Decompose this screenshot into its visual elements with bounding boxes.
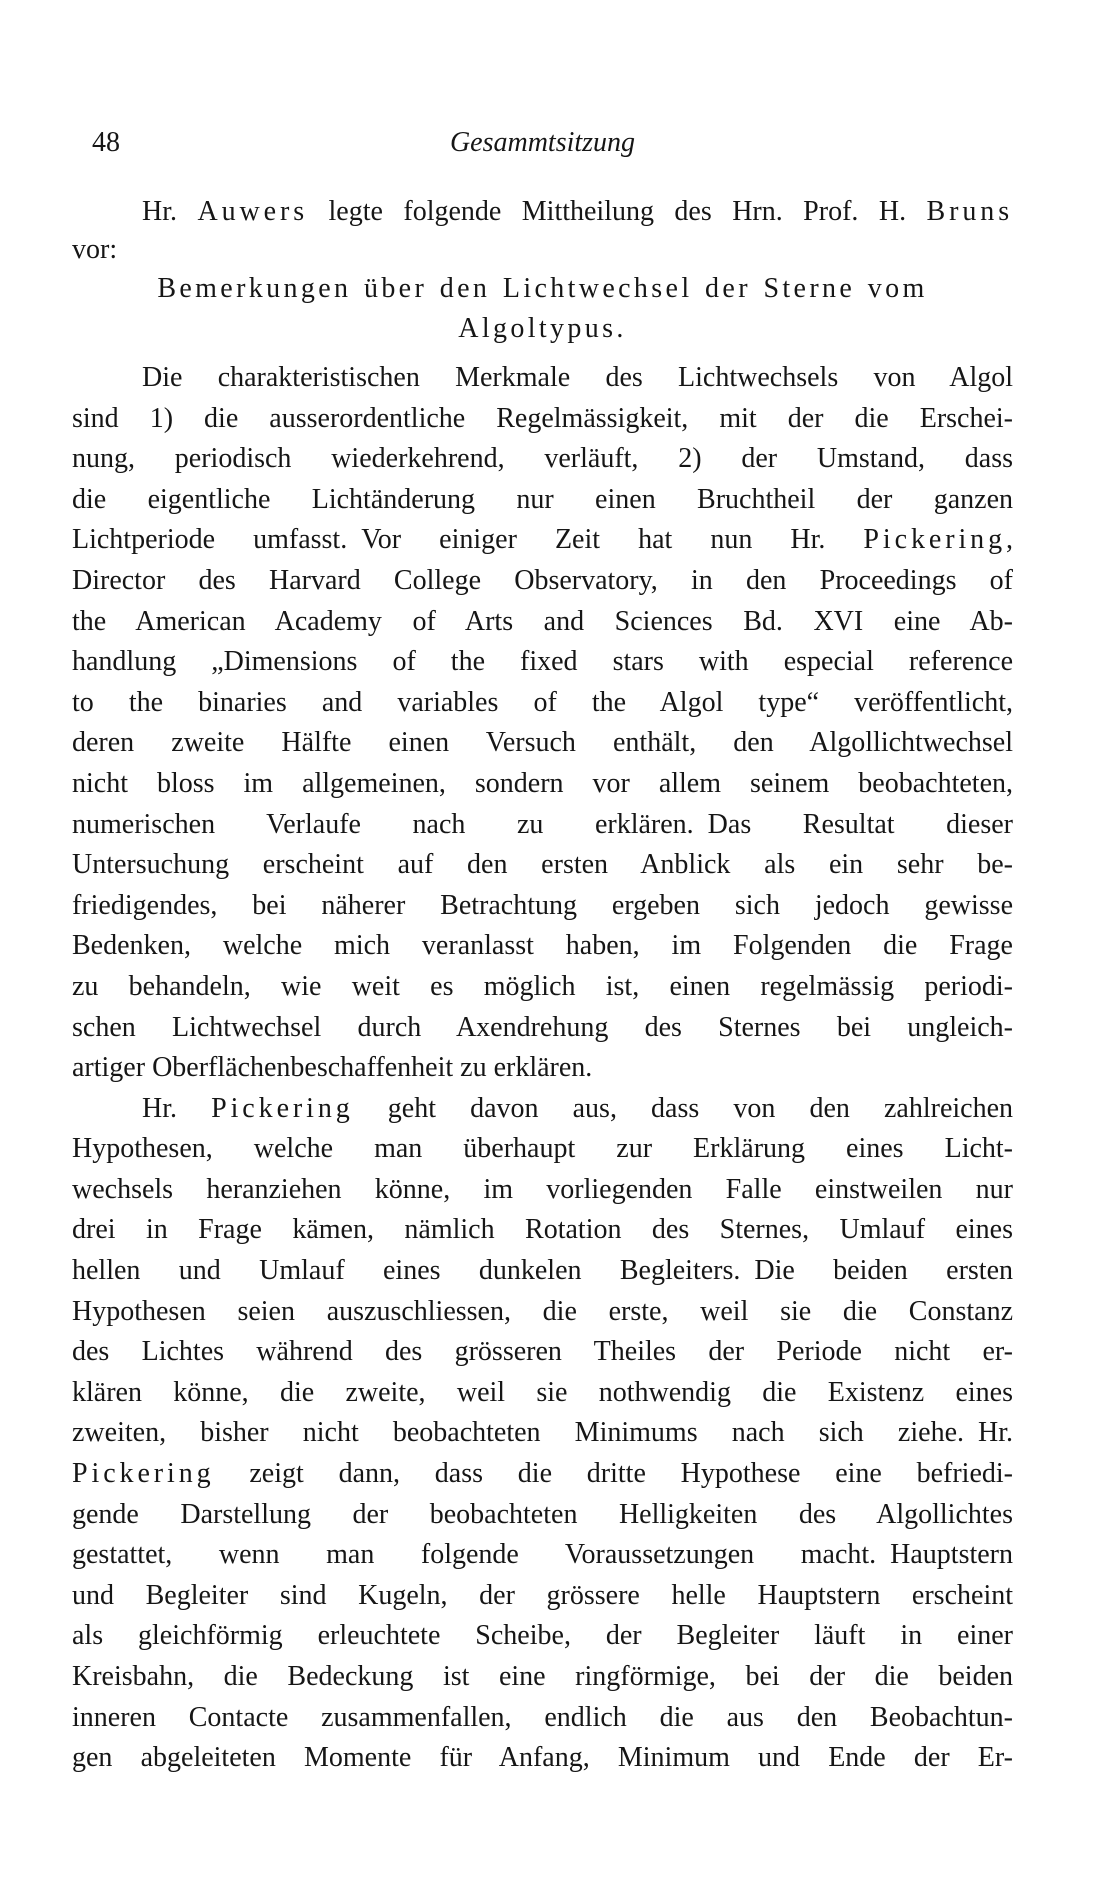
text-line [72, 231, 1013, 269]
text-line [72, 439, 1013, 480]
text-run: zeigt dann, dass die dritte Hypothese eine befriedi- [214, 1458, 1013, 1490]
text-run: Hr. [142, 196, 198, 227]
text-run: Director des Harvard College Observatory, in den Proceedings of [72, 564, 1013, 596]
letterspaced-name: Pickering [863, 524, 1006, 556]
text-line [72, 399, 1013, 440]
text-run: numerischen Verlaufe nach zu erklären. Das Resultat dieser [72, 808, 1013, 840]
text-line [72, 1089, 1013, 1130]
text-line [72, 1292, 1013, 1333]
text-line [72, 642, 1013, 683]
text-line [72, 1535, 1013, 1576]
text-run: deren zweite Hälfte einen Versuch enthält, den Algollichtwechsel [72, 727, 1013, 759]
letterspaced-name: Bruns [926, 196, 1014, 227]
text-line [72, 1129, 1013, 1170]
text-line [72, 561, 1013, 602]
text-run: gende Darstellung der beobachteten Helligkeiten des Algollichtes [72, 1498, 1013, 1530]
article-body [72, 358, 1013, 1779]
text-run: Untersuchung erscheint auf den ersten Anblick als ein sehr be- [72, 849, 1013, 881]
text-run: und Begleiter sind Kugeln, der grössere helle Hauptstern erscheint [72, 1579, 1013, 1611]
letterspaced-name: Pickering [72, 1458, 215, 1490]
letterspaced-name: Pickering [211, 1092, 354, 1124]
text-line [72, 193, 1013, 231]
text-line [72, 1008, 1013, 1049]
text-run: the American Academy of Arts and Sciences Bd. XVI eine Ab- [72, 605, 1013, 637]
text-line [72, 1048, 1013, 1089]
text-run: handlung „Dimensions of the fixed stars with especial reference [72, 646, 1013, 678]
text-line [72, 764, 1013, 805]
text-line [72, 1251, 1013, 1292]
article-heading [72, 269, 1013, 349]
text-run: als gleichförmig erleuchtete Scheibe, der Begleiter läuft in einer [72, 1620, 1013, 1652]
text-run: Bedenken, welche mich veranlasst haben, im Folgenden die Frage [72, 930, 1013, 962]
page-header [72, 125, 1013, 161]
text-line [72, 1495, 1013, 1536]
text-run: legte folgende Mittheilung des Hrn. Prof. H. [308, 196, 927, 227]
text-run: klären könne, die zweite, weil sie nothwendig die Existenz eines [72, 1376, 1013, 1408]
heading-line-2: Algoltypus. [458, 313, 627, 344]
text-line [72, 358, 1013, 399]
text-run: nung, periodisch wiederkehrend, verläuft, 2) der Umstand, dass [72, 443, 1013, 475]
text-run: vor: [72, 234, 118, 265]
text-run: nicht bloss im allgemeinen, sondern vor allem seinem beobachteten, [72, 767, 1013, 799]
text-run: gen abgeleiteten Momente für Anfang, Minimum und Ende der Er- [72, 1742, 1013, 1774]
text-column [72, 0, 1013, 1779]
text-run: geht davon aus, dass von den zahlreichen [353, 1092, 1014, 1124]
text-run: Lichtperiode umfasst. Vor einiger Zeit hat nun Hr. [72, 524, 864, 556]
text-line [72, 602, 1013, 643]
text-run: Kreisbahn, die Bedeckung ist eine ringförmige, bei der die beiden [72, 1661, 1013, 1692]
text-line [72, 886, 1013, 927]
running-header: Gesammtsitzung [449, 127, 636, 158]
text-run: sind 1) die ausserordentliche Regelmässigkeit, mit der die Erschei- [72, 402, 1013, 434]
text-line [72, 967, 1013, 1008]
paragraph [72, 1089, 1013, 1779]
text-run: artiger Oberflächenbeschaffenheit zu erklären. [72, 1052, 593, 1084]
text-run: Hypothesen seien auszuschliessen, die erste, weil sie die Constanz [72, 1295, 1013, 1327]
text-line [72, 1698, 1013, 1739]
text-run: gestattet, wenn man folgende Voraussetzungen macht. Hauptstern [72, 1539, 1013, 1571]
text-run: zu behandeln, wie weit es möglich ist, einen regelmässig periodi- [72, 970, 1013, 1002]
text-line [72, 805, 1013, 846]
text-run: Die charakteristischen Merkmale des Lichtwechsels von Algol [142, 362, 1013, 393]
text-line [72, 1170, 1013, 1211]
text-line [72, 1576, 1013, 1617]
text-line [72, 520, 1013, 561]
text-run: hellen und Umlauf eines dunkelen Begleiters. Die beiden ersten [72, 1255, 1013, 1287]
text-line [72, 1657, 1013, 1698]
text-line [72, 1373, 1013, 1414]
text-run: Hypothesen, welche man überhaupt zur Erklärung eines Licht- [72, 1133, 1013, 1165]
text-line [72, 1210, 1013, 1251]
text-line [72, 1332, 1013, 1373]
text-run: to the binaries and variables of the Algol type“ veröffentlicht, [72, 686, 1013, 718]
text-run: friedigendes, bei näherer Betrachtung ergeben sich jedoch gewisse [72, 889, 1013, 921]
text-line [72, 1616, 1013, 1657]
text-run: des Lichtes während des grösseren Theiles der Periode nicht er- [72, 1336, 1013, 1368]
text-line [72, 1413, 1013, 1454]
text-run: drei in Frage kämen, nämlich Rotation des Sternes, Umlauf eines [72, 1214, 1013, 1246]
text-line [72, 926, 1013, 967]
text-line [72, 845, 1013, 886]
heading-line-1: Bemerkungen über den Lichtwechsel der Sterne vom [157, 273, 928, 304]
text-run: schen Lichtwechsel durch Axendrehung des Sternes bei ungleich- [72, 1011, 1013, 1043]
text-line [72, 480, 1013, 521]
text-run: Hr. [142, 1092, 212, 1124]
text-run: , [1006, 524, 1013, 556]
paragraph [72, 358, 1013, 1089]
text-run: inneren Contacte zusammenfallen, endlich die aus den Beobachtun- [72, 1701, 1013, 1733]
page-number: 48 [92, 127, 120, 158]
text-line [72, 683, 1013, 724]
intro-paragraph [72, 193, 1013, 269]
text-run: wechsels heranziehen könne, im vorliegenden Falle einstweilen nur [72, 1173, 1013, 1205]
letterspaced-name: Auwers [197, 196, 309, 227]
text-line [72, 1738, 1013, 1779]
text-run: zweiten, bisher nicht beobachteten Minimums nach sich ziehe. Hr. [72, 1417, 1013, 1449]
text-line [72, 723, 1013, 764]
text-line [72, 1454, 1013, 1495]
text-run: die eigentliche Lichtänderung nur einen Bruchtheil der ganzen [72, 483, 1013, 515]
